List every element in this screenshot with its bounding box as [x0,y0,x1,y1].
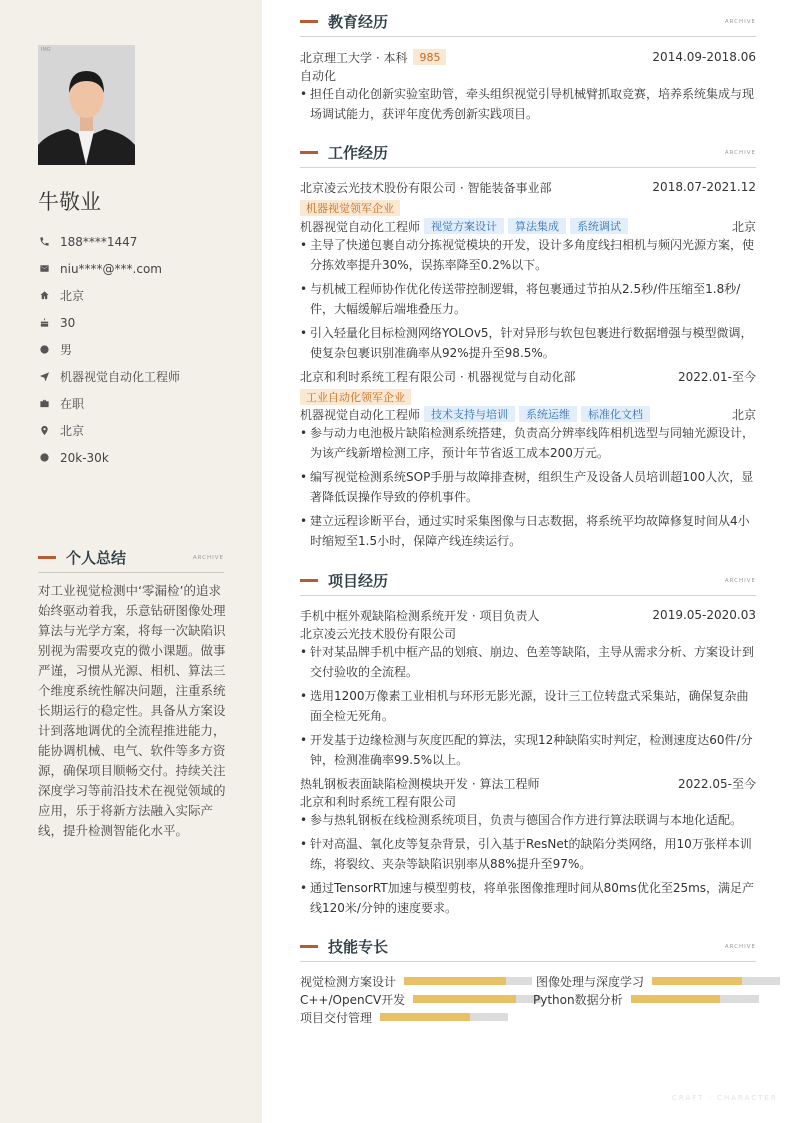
sidebar [0,0,262,1123]
job-city: 北京 [731,407,756,422]
education-bullets [300,84,756,128]
education-row [300,48,756,66]
skill-name: C++/OpenCV开发 [300,992,406,1007]
skill-item [536,972,780,990]
project-bullets [300,810,756,922]
project-company-row [300,624,756,642]
bullet-item: • 担任自动化创新实验室助管，牵头组织视觉引导机械臂抓取竞赛，培养系统集成与现场调试能力，获评年度优秀创新实践项目。 [300,84,756,124]
skill-bar [413,995,541,1003]
bullet-item: • 开发基于边缘检测与灰度匹配的算法，实现12种缺陷实时判定，检测速度达60件/分钟，检测准确率99.5%以上。 [300,730,756,770]
info-phone [38,228,180,255]
info-age [38,309,180,336]
job-company-row [300,367,756,385]
info-text: 男 [60,343,73,357]
email-icon [38,263,50,275]
project-bullets [300,642,756,774]
summary-title: 个人总结 [66,549,127,567]
bullet-item: • 引入轻量化目标检测网络YOLOv5，针对异形与软包包裹进行数据增强与模型微调，使复杂包裹识别准确率从92%提升至98.5%。 [300,323,756,363]
skill-tag: 标准化文档 [581,406,650,422]
skill-bar-fill [380,1013,470,1021]
bullet-item: • 通过TensorRT加速与模型剪枝，将单张图像推理时间从80ms优化至25ms，满足产线120米/分钟的速度要求。 [300,878,756,918]
skill-bar [380,1013,508,1021]
job-company: 北京凌云光技术股份有限公司 · 智能装备事业部 [300,180,552,195]
section-dash [300,579,318,582]
archive-label: ARCHIVE [724,149,756,156]
project-name: 手机中框外观缺陷检测系统开发 · 项目负责人 [300,608,540,623]
info-job-title [38,363,180,390]
skill-bar-fill [404,977,506,985]
archive-label: ARCHIVE [724,18,756,25]
footer-watermark: CRAFT · CHARACTER [672,1094,778,1102]
section-dash [300,945,318,948]
section-dash [300,20,318,23]
education-title: 教育经历 [328,13,389,31]
bullet-item: • 选用1200万像素工业相机与环形无影光源，设计三工位转盘式采集站，确保复杂曲面全检无死角。 [300,686,756,726]
skill-name: 视觉检测方案设计 [300,974,397,989]
section-dash [300,151,318,154]
candidate-name: 牛敬业 [38,190,101,214]
skill-bar [631,995,759,1003]
job-period: 2018.07-2021.12 [652,180,756,194]
work-title: 工作经历 [328,144,389,162]
info-text: 20k-30k [60,450,109,465]
info-location [38,417,180,444]
job-role-row [300,405,756,423]
project-company-row [300,792,756,810]
briefcase-icon [38,398,50,410]
skill-name: 图像处理与深度学习 [536,974,645,989]
project-name-row [300,774,756,792]
phone-icon [38,236,50,248]
project-period: 2022.05-至今 [678,776,756,791]
major: 自动化 [300,68,337,83]
school-badge: 985 [413,49,446,65]
info-text: 机器视觉自动化工程师 [60,370,181,384]
profile-photo [38,45,135,165]
person-illustration [38,45,135,165]
send-icon [38,371,50,383]
skill-tag: 技术支持与培训 [424,406,515,422]
info-text: 在职 [60,397,85,411]
education-period: 2014.09-2018.06 [652,50,756,64]
gender-icon [38,344,50,356]
skill-tag: 系统运维 [519,406,577,422]
archive-label: ARCHIVE [724,943,756,950]
bullet-item: • 参与动力电池极片缺陷检测系统搭建，负责高分辨率线阵相机选型与同轴光源设计，为该产线新增检测工序，预计年节省返工成本200万元。 [300,423,756,463]
skill-bar [652,977,780,985]
archive-label: ARCHIVE [724,577,756,584]
bullet-item: • 针对高温、氧化皮等复杂背景，引入基于ResNet的缺陷分类网络，用10万张样本训练，将裂纹、夹杂等缺陷识别率从88%提升至97%。 [300,834,756,874]
bullet-item: • 建立远程诊断平台，通过实时采集图像与日志数据，将系统平均故障修复时间从4小时缩短至1.5小时，保障产线连续运行。 [300,511,756,551]
skill-item [300,990,541,1008]
info-email [38,255,180,282]
summary-header [38,543,224,573]
job-bullets [300,423,756,555]
skill-tag: 算法集成 [508,218,566,234]
section-dash [38,556,56,559]
project-company: 北京和利时系统工程有限公司 [300,794,457,809]
info-text: niu****@***.com [60,261,162,276]
bullet-item: • 与机械工程师协作优化传送带控制逻辑，将包裹通过节拍从2.5秒/件压缩至1.8秒/件，大幅缓解后端堆叠压力。 [300,279,756,319]
job-period: 2022.01-至今 [678,369,756,384]
info-text: 30 [60,315,76,330]
job-company-row [300,178,756,196]
education-header [300,7,756,37]
job-city: 北京 [731,219,756,234]
company-label: 工业自动化领军企业 [300,389,411,405]
skill-item [300,972,532,990]
bullet-item: • 针对某品牌手机中框产品的划痕、崩边、色差等缺陷，主导从需求分析、方案设计到交付验收的全流程。 [300,642,756,682]
projects-title: 项目经历 [328,572,389,590]
info-text: 188****1447 [60,234,138,249]
info-home [38,282,180,309]
skill-item [533,990,759,1008]
archive-label: ARCHIVE [192,554,224,561]
skill-tag: 系统调试 [570,218,628,234]
skills-title: 技能专长 [328,938,389,956]
project-company: 北京凌云光技术股份有限公司 [300,626,457,641]
project-period: 2019.05-2020.03 [652,608,756,622]
contact-info-list [38,228,180,471]
major-row [300,66,756,84]
bullet-item: • 参与热轧钢板在线检测系统项目，负责与德国合作方进行算法联调与本地化适配。 [300,810,756,830]
company-label: 机器视觉领军企业 [300,200,400,216]
skill-bar [404,977,532,985]
work-header [300,138,756,168]
salary-icon [38,452,50,464]
job-role: 机器视觉自动化工程师 [300,407,421,422]
skill-tag: 视觉方案设计 [424,218,504,234]
info-salary [38,444,180,471]
job-role-row [300,217,756,235]
school-name: 北京理工大学 · 本科 [300,50,408,65]
skill-bar-fill [631,995,721,1003]
skill-item [300,1008,508,1026]
bullet-item: • 编写视觉检测系统SOP手册与故障排查树，组织生产及设备人员培训超100人次，显著降低误操作导致的停机事件。 [300,467,756,507]
skill-bar-fill [652,977,742,985]
job-company: 北京和利时系统工程有限公司 · 机器视觉与自动化部 [300,369,576,384]
project-name-row [300,606,756,624]
skill-bar-fill [413,995,515,1003]
project-name: 热轧钢板表面缺陷检测模块开发 · 算法工程师 [300,776,540,791]
summary-text: 对工业视觉检测中‘零漏检’的追求始终驱动着我，乐意钻研图像处理算法与光学方案，将每一次缺陷识别视为需要攻克的微小课题。做事严谨，习惯从光源、相机、算法三个维度系统性解决问题，注重系统长期运行的稳定性。具备从方案设计到落地调优的全流程推进能力，能协调机械、电气、软件等多方资源，确保项目顺畅交付。持续关注深度学习等前沿技术在视觉领域的应用，乐于将新方法融入实际产线，提升检测智能化水平。 [38,583,226,838]
skills-header [300,932,756,962]
job-bullets [300,235,756,367]
bullet-item: • 主导了快递包裹自动分拣视觉模块的开发，设计多角度线扫相机与频闪光源方案，使分拣效率提升30%，误拣率降至0.2%以下。 [300,235,756,275]
photo-tag: IMG [41,47,51,53]
info-gender [38,336,180,363]
info-status [38,390,180,417]
skill-name: 项目交付管理 [300,1010,373,1025]
job-role: 机器视觉自动化工程师 [300,219,421,234]
info-text: 北京 [60,289,85,303]
projects-header [300,566,756,596]
info-text: 北京 [60,424,85,438]
location-icon [38,425,50,437]
skill-name: Python数据分析 [533,992,623,1007]
home-icon [38,290,50,302]
cake-icon [38,317,50,329]
